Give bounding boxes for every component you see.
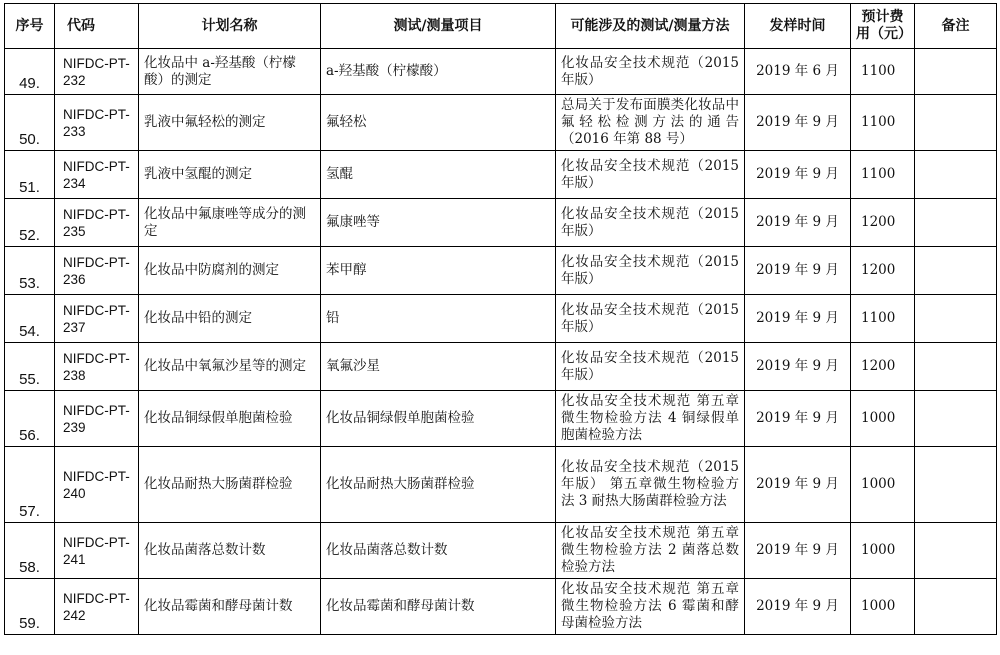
cell-seq: 57.: [5, 447, 55, 523]
cell-date: 2019 年 9 月: [745, 523, 851, 579]
proficiency-test-table: [4, 3, 997, 635]
cell-cost: 1100: [851, 295, 915, 343]
cell-note: [915, 579, 997, 635]
cell-note: [915, 199, 997, 247]
cell-date: 2019 年 9 月: [745, 295, 851, 343]
cell-note: [915, 447, 997, 523]
cell-method: 化妆品安全技术规范（2015年版） 第五章微生物检验方法 3 耐热大肠菌群检验方法: [556, 447, 745, 523]
table-row: [5, 343, 997, 391]
cell-note: [915, 391, 997, 447]
header-date: 发样时间: [745, 4, 851, 49]
cell-seq: 55.: [5, 343, 55, 391]
table-row: [5, 95, 997, 151]
cell-method: 化妆品安全技术规范 第五章微生物检验方法 4 铜绿假单胞菌检验方法: [556, 391, 745, 447]
cell-date: 2019 年 9 月: [745, 247, 851, 295]
cell-code: NIFDC-PT-239: [55, 391, 139, 447]
cell-plan: 化妆品耐热大肠菌群检验: [139, 447, 321, 523]
cell-method: 总局关于发布面膜类化妆品中氟轻松检测方法的通告（2016 年第 88 号）: [556, 95, 745, 151]
header-cost: 预计费用（元）: [851, 4, 915, 49]
cell-plan: 化妆品中铅的测定: [139, 295, 321, 343]
cell-seq: 52.: [5, 199, 55, 247]
cell-date: 2019 年 9 月: [745, 343, 851, 391]
cell-note: [915, 95, 997, 151]
cell-cost: 1200: [851, 247, 915, 295]
header-seq: 序号: [5, 4, 55, 49]
cell-plan: 乳液中氢醌的测定: [139, 151, 321, 199]
cell-cost: 1000: [851, 447, 915, 523]
table-row: [5, 447, 997, 523]
cell-item: 化妆品菌落总数计数: [321, 523, 556, 579]
cell-cost: 1100: [851, 95, 915, 151]
cell-date: 2019 年 9 月: [745, 199, 851, 247]
cell-method: 化妆品安全技术规范（2015年版）: [556, 343, 745, 391]
cell-plan: 化妆品霉菌和酵母菌计数: [139, 579, 321, 635]
cell-plan: 乳液中氟轻松的测定: [139, 95, 321, 151]
cell-method: 化妆品安全技术规范（2015年版）: [556, 49, 745, 95]
cell-item: 苯甲醇: [321, 247, 556, 295]
header-plan: 计划名称: [139, 4, 321, 49]
cell-seq: 49.: [5, 49, 55, 95]
cell-seq: 51.: [5, 151, 55, 199]
cell-item: 化妆品铜绿假单胞菌检验: [321, 391, 556, 447]
table-row: [5, 151, 997, 199]
cell-plan: 化妆品菌落总数计数: [139, 523, 321, 579]
cell-note: [915, 49, 997, 95]
cell-seq: 59.: [5, 579, 55, 635]
cell-seq: 53.: [5, 247, 55, 295]
cell-code: NIFDC-PT-242: [55, 579, 139, 635]
cell-note: [915, 295, 997, 343]
cell-cost: 1000: [851, 579, 915, 635]
cell-cost: 1100: [851, 49, 915, 95]
cell-item: 氟轻松: [321, 95, 556, 151]
cell-plan: 化妆品铜绿假单胞菌检验: [139, 391, 321, 447]
cell-plan: 化妆品中氧氟沙星等的测定: [139, 343, 321, 391]
cell-item: 化妆品霉菌和酵母菌计数: [321, 579, 556, 635]
cell-cost: 1200: [851, 199, 915, 247]
cell-method: 化妆品安全技术规范（2015年版）: [556, 151, 745, 199]
cell-item: 氢醌: [321, 151, 556, 199]
cell-code: NIFDC-PT-234: [55, 151, 139, 199]
cell-code: NIFDC-PT-240: [55, 447, 139, 523]
cell-plan: 化妆品中防腐剂的测定: [139, 247, 321, 295]
cell-date: 2019 年 9 月: [745, 447, 851, 523]
cell-code: NIFDC-PT-237: [55, 295, 139, 343]
cell-date: 2019 年 9 月: [745, 579, 851, 635]
cell-cost: 1000: [851, 391, 915, 447]
cell-cost: 1200: [851, 343, 915, 391]
cell-note: [915, 343, 997, 391]
cell-code: NIFDC-PT-235: [55, 199, 139, 247]
cell-plan: 化妆品中氟康唑等成分的测定: [139, 199, 321, 247]
cell-code: NIFDC-PT-233: [55, 95, 139, 151]
cell-note: [915, 247, 997, 295]
cell-date: 2019 年 9 月: [745, 95, 851, 151]
cell-method: 化妆品安全技术规范（2015年版）: [556, 247, 745, 295]
table-row: [5, 523, 997, 579]
cell-cost: 1000: [851, 523, 915, 579]
header-item: 测试/测量项目: [321, 4, 556, 49]
cell-method: 化妆品安全技术规范 第五章微生物检验方法 6 霉菌和酵母菌检验方法: [556, 579, 745, 635]
table-row: [5, 579, 997, 635]
table-row: [5, 391, 997, 447]
table-row: [5, 295, 997, 343]
cell-method: 化妆品安全技术规范（2015年版）: [556, 199, 745, 247]
table-row: [5, 199, 997, 247]
header-method: 可能涉及的测试/测量方法: [556, 4, 745, 49]
cell-date: 2019 年 6 月: [745, 49, 851, 95]
header-note: 备注: [915, 4, 997, 49]
cell-cost: 1100: [851, 151, 915, 199]
cell-seq: 56.: [5, 391, 55, 447]
table-header-row: [5, 4, 997, 49]
table-row: [5, 49, 997, 95]
cell-note: [915, 151, 997, 199]
cell-method: 化妆品安全技术规范（2015年版）: [556, 295, 745, 343]
cell-item: a-羟基酸（柠檬酸）: [321, 49, 556, 95]
cell-date: 2019 年 9 月: [745, 391, 851, 447]
cell-date: 2019 年 9 月: [745, 151, 851, 199]
cell-code: NIFDC-PT-232: [55, 49, 139, 95]
cell-seq: 50.: [5, 95, 55, 151]
cell-item: 氧氟沙星: [321, 343, 556, 391]
cell-seq: 54.: [5, 295, 55, 343]
cell-method: 化妆品安全技术规范 第五章微生物检验方法 2 菌落总数检验方法: [556, 523, 745, 579]
cell-note: [915, 523, 997, 579]
cell-code: NIFDC-PT-236: [55, 247, 139, 295]
table-row: [5, 247, 997, 295]
cell-code: NIFDC-PT-241: [55, 523, 139, 579]
cell-item: 氟康唑等: [321, 199, 556, 247]
cell-item: 铅: [321, 295, 556, 343]
cell-item: 化妆品耐热大肠菌群检验: [321, 447, 556, 523]
cell-code: NIFDC-PT-238: [55, 343, 139, 391]
cell-seq: 58.: [5, 523, 55, 579]
header-code: 代码: [55, 4, 139, 49]
cell-plan: 化妆品中 a-羟基酸（柠檬酸）的测定: [139, 49, 321, 95]
